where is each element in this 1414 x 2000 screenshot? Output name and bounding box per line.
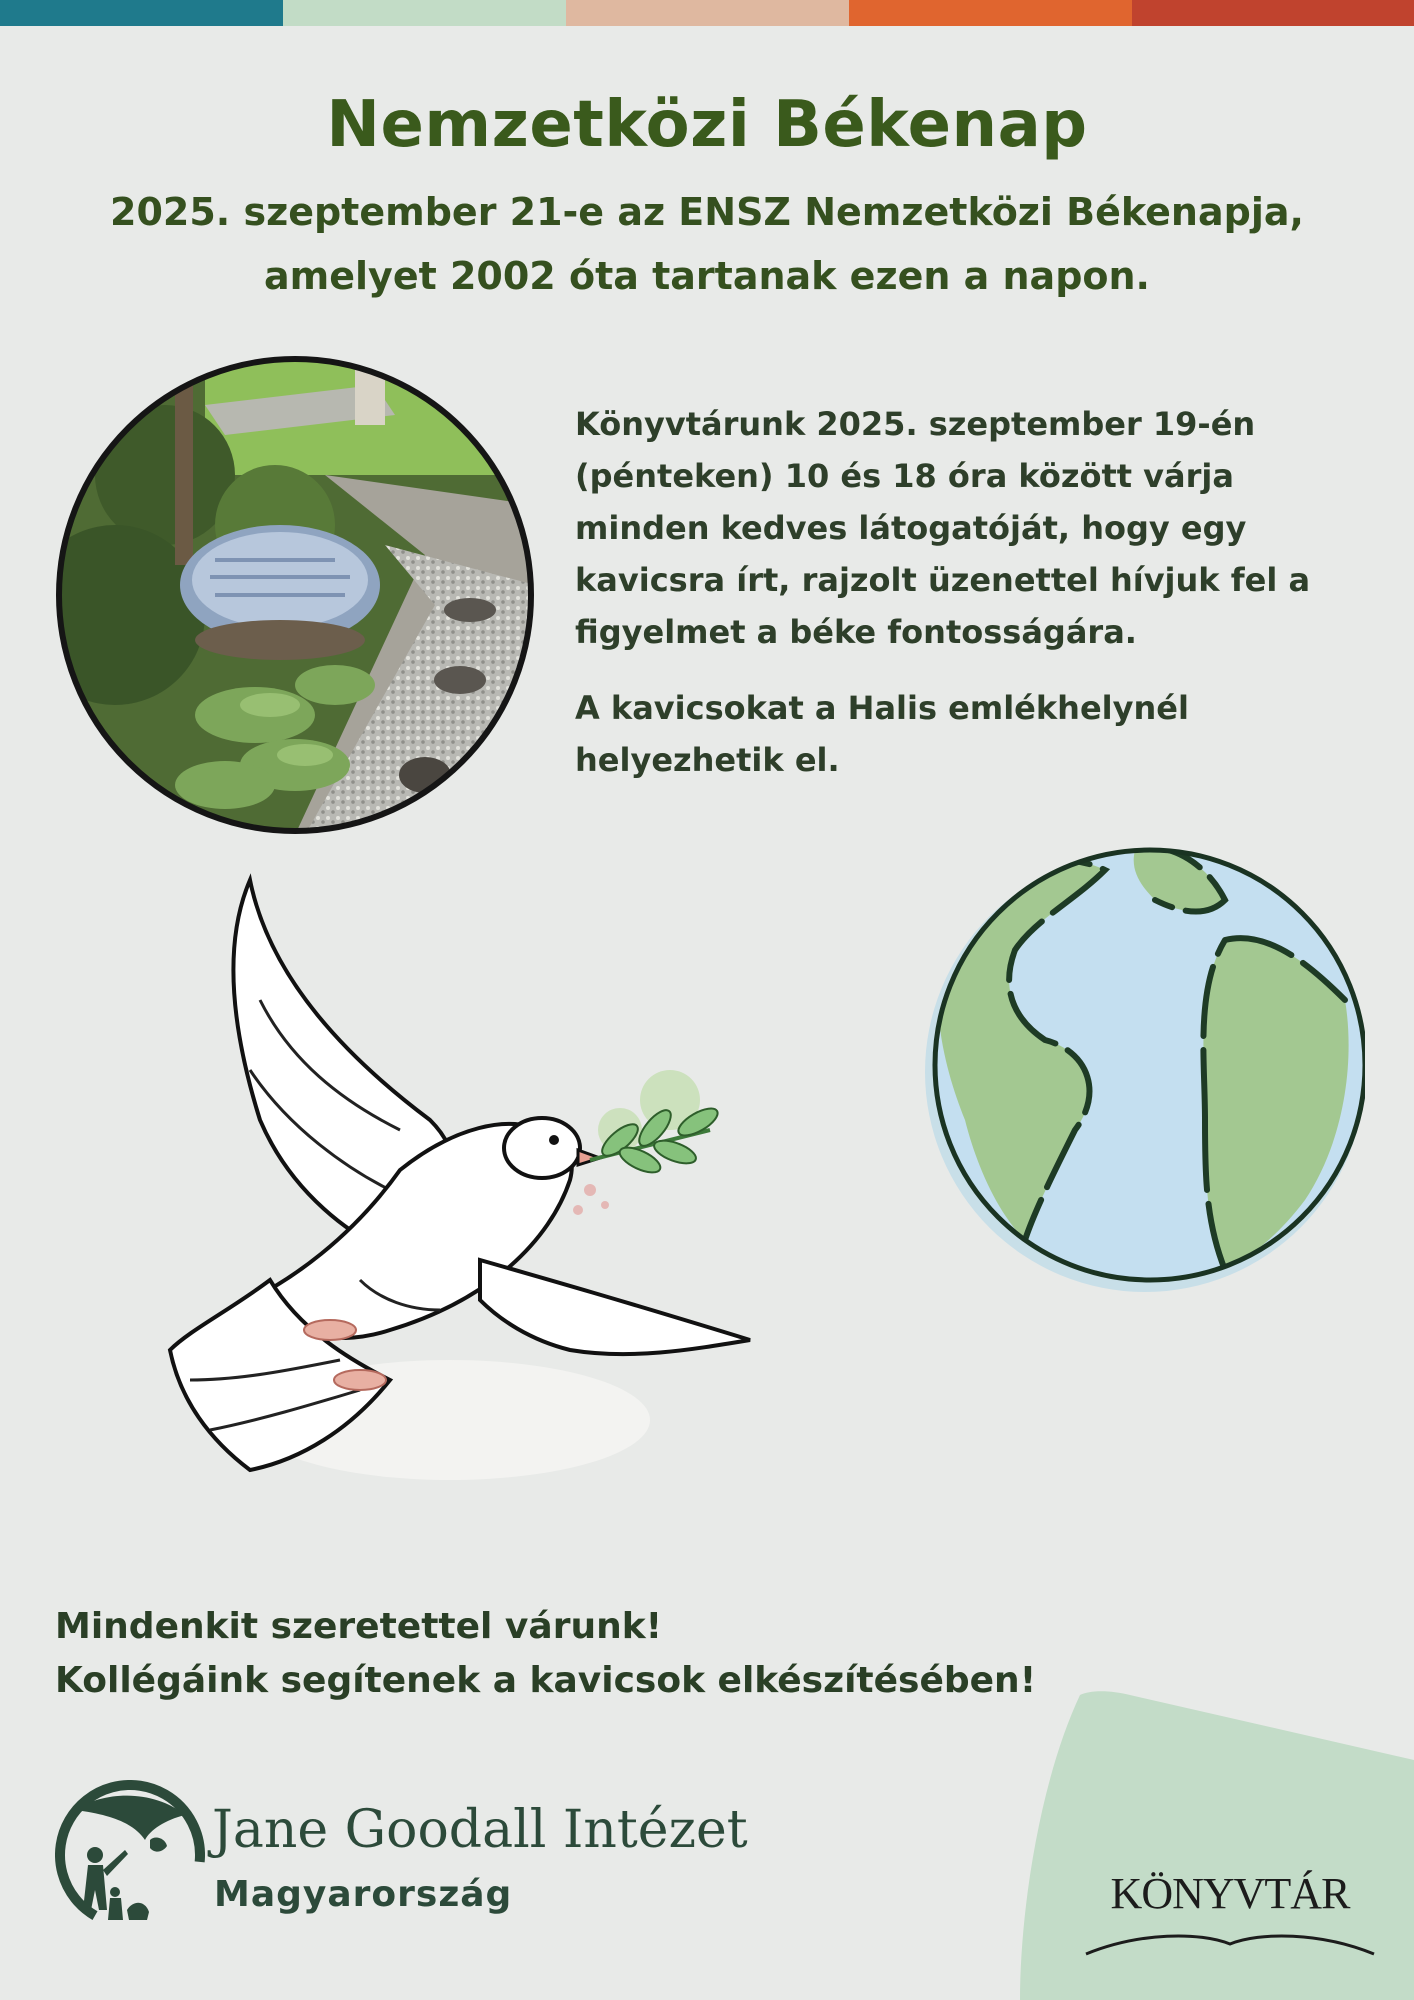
placement-note: A kavicsokat a Halis emlékhelynél helyezhetik el.: [575, 689, 1189, 779]
color-stripe: [566, 0, 849, 26]
color-stripe: [849, 0, 1132, 26]
jane-goodall-logo-icon: [55, 1780, 205, 1930]
color-stripe: [0, 0, 283, 26]
event-info: [575, 398, 1365, 810]
library-logo: [1080, 1868, 1380, 1958]
globe-illustration: [905, 840, 1365, 1300]
book-swoosh-icon: [1080, 1920, 1380, 1960]
closing-message: [55, 1600, 1036, 1708]
subtitle-line: amelyet 2002 óta tartanak ezen a napon.: [264, 254, 1150, 298]
organization-country: Magyarország: [214, 1874, 513, 1915]
color-stripe: [1132, 0, 1414, 26]
closing-line: Kollégáink segítenek a kavicsok elkészítésében!: [55, 1660, 1037, 1701]
subtitle-line: 2025. szeptember 21-e az ENSZ Nemzetközi Békenapja,: [110, 190, 1304, 234]
event-description: Könyvtárunk 2025. szeptember 19-én (pénteken) 10 és 18 óra között várja minden kedves látogatóját, hogy egy kavicsra írt, rajzolt üzenettel hívjuk fel a figyelmet a béke fontosságára.: [575, 405, 1311, 651]
library-logo-text: KÖNYVTÁR: [1110, 1869, 1350, 1918]
dove-illustration: [150, 860, 790, 1510]
closing-line: Mindenkit szeretettel várunk!: [55, 1606, 663, 1647]
page-subtitle: [50, 180, 1364, 308]
page-title: Nemzetközi Békenap: [326, 88, 1088, 162]
memorial-garden-photo: [55, 355, 535, 835]
color-stripe: [283, 0, 566, 26]
organization-name: Jane Goodall Intézet: [212, 1800, 748, 1860]
